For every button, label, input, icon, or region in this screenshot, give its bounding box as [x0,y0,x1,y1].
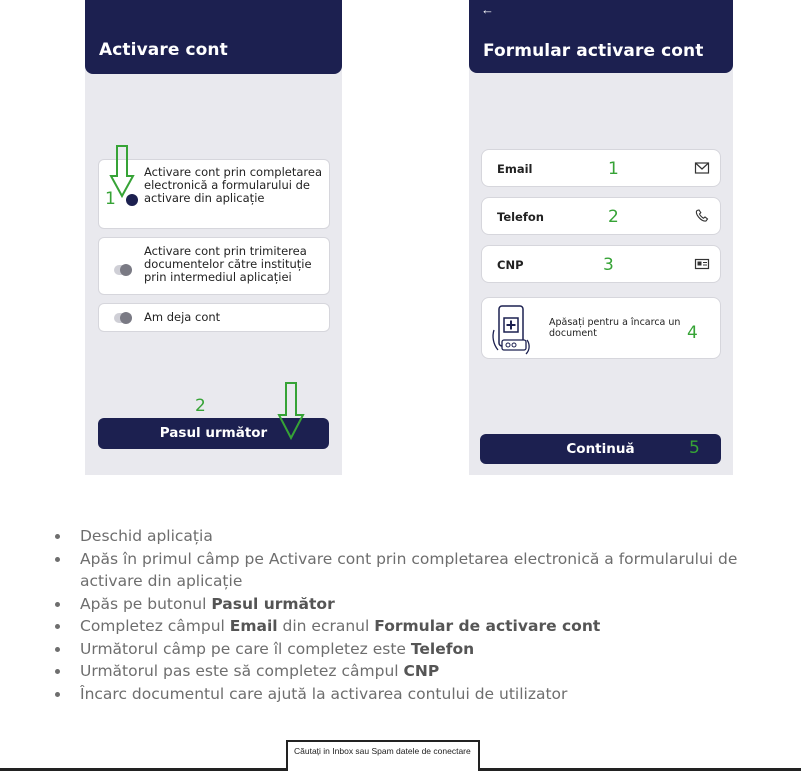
id-card-icon [694,257,710,271]
annotation-number: 2 [608,207,619,227]
instruction-step: Încarc documentul care ajută la activarea contului de utilizator [55,683,785,706]
radio-unselected[interactable] [114,265,132,275]
instruction-step: Completez câmpul Email din ecranul Formular de activare cont [55,615,785,638]
continue-button[interactable]: Continuă [480,434,721,464]
field-label: Telefon [497,210,544,224]
option-label: Activare cont prin completarea electronică a formularului de activare din aplicație [144,165,323,205]
option-label: Activare cont prin trimiterea documentelor către instituție prin intermediul aplicației [144,244,312,284]
phone-field[interactable] [481,197,721,235]
screen-title: Formular activare cont [483,41,704,61]
document-upload-area[interactable] [481,297,721,359]
screen-title: Activare cont [99,40,228,60]
option-label: Am deja cont [144,310,221,324]
document-upload-icon [490,304,536,356]
option-existing-account[interactable] [98,303,330,332]
annotation-number: 1 [608,159,619,179]
radio-unselected[interactable] [114,313,132,323]
option-send-documents[interactable] [98,237,330,295]
upload-label: Apăsați pentru a încarca un document [549,317,681,339]
instruction-step: Apăs pe butonul Pasul următor [55,593,785,616]
field-label: CNP [497,258,524,272]
instruction-list [55,525,785,705]
login-hint-note: Căutați in Inbox sau Spam datele de conectare [286,740,480,771]
phone-icon [694,209,710,223]
arrow-down-icon [109,144,135,200]
annotation-number: 5 [689,438,700,458]
instruction-step: Următorul pas este să completez câmpul CNP [55,660,785,683]
app-header [469,0,733,73]
annotation-number: 4 [687,323,698,343]
instruction-step: Următorul câmp pe care îl completez este Telefon [55,638,785,661]
arrow-left-icon[interactable]: ← [481,2,494,17]
annotation-number: 2 [195,396,206,416]
activation-form-screen [469,0,733,475]
app-header [85,0,342,74]
next-step-button[interactable]: Pasul următor [98,418,329,449]
annotation-number: 3 [603,255,614,275]
field-label: Email [497,162,533,176]
email-field[interactable] [481,149,721,187]
instruction-step: Apăs în primul câmp pe Activare cont prin completarea electronică a formularului de activare din aplicație [55,548,785,593]
activation-screen [85,0,342,475]
arrow-down-icon [277,381,305,441]
instruction-step: Deschid aplicația [55,525,785,548]
annotation-number: 1 [105,189,116,209]
cnp-field[interactable] [481,245,721,283]
envelope-icon [694,161,710,175]
